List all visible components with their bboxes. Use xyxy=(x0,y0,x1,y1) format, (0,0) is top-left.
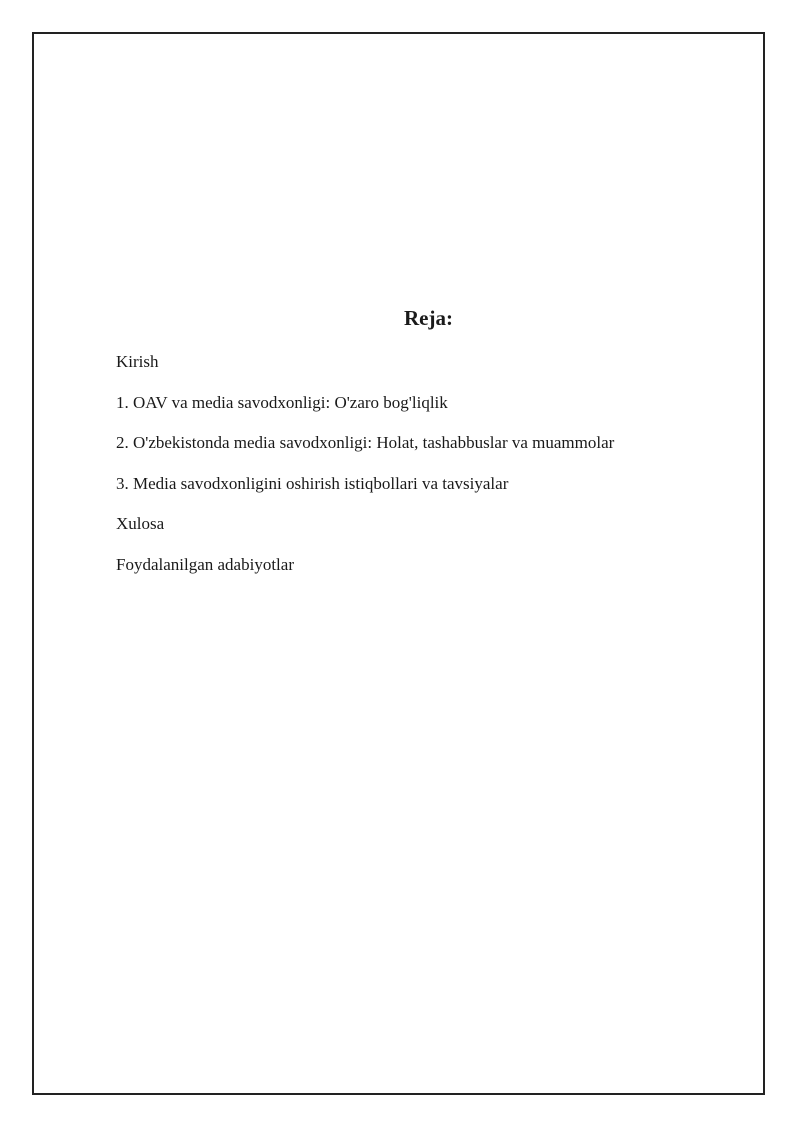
plan-item-conclusion: Xulosa xyxy=(116,514,165,534)
plan-item-2: 2. O'zbekistonda media savodxonligi: Holat, tashabbuslar va muammolar xyxy=(116,433,615,453)
plan-item-references: Foydalanilgan adabiyotlar xyxy=(116,554,294,574)
plan-item-introduction: Kirish xyxy=(116,352,159,371)
plan-list xyxy=(116,352,614,596)
plan-heading: Reja: xyxy=(404,306,453,330)
plan-item-1: 1. OAV va media savodxonligi: O'zaro bog'liqlik xyxy=(116,392,448,412)
page-border xyxy=(32,32,765,1095)
plan-item-3: 3. Media savodxonligini oshirish istiqbollari va tavsiyalar xyxy=(116,473,509,493)
